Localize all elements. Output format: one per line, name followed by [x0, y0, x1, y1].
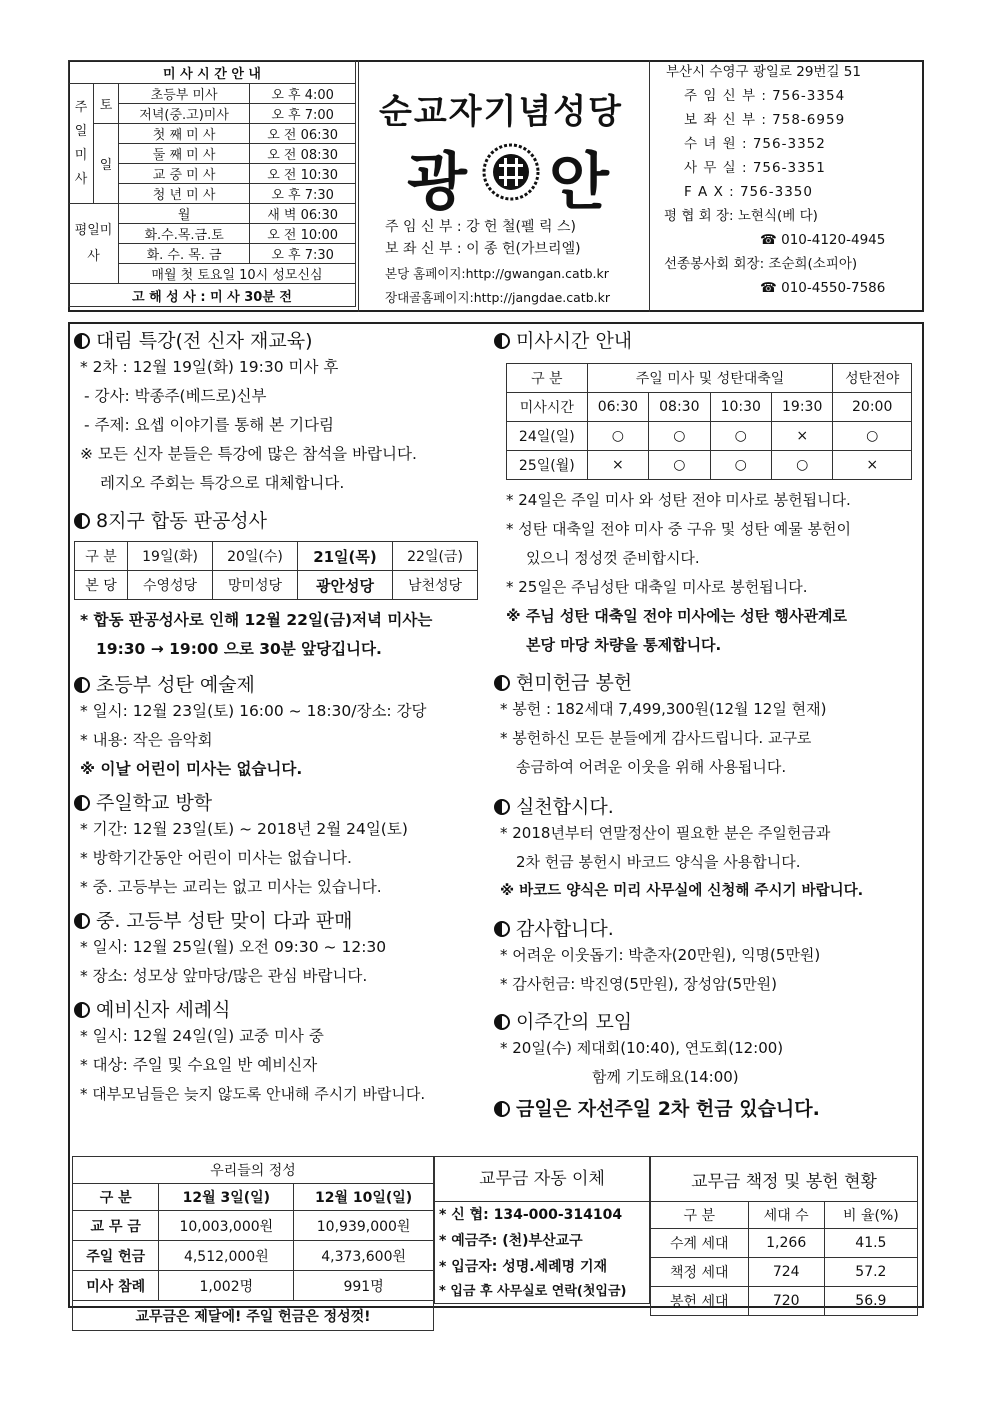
address: 부산시 수영구 광일로 29번길 51 [666, 64, 861, 80]
table-cell: 광안성당 [297, 571, 392, 600]
council-president: 평 협 회 장: 노현식(베 다) [664, 208, 818, 224]
table-cell: 10,939,000원 [294, 1211, 434, 1241]
schedule-row-time: 오 전 06:30 [250, 124, 356, 144]
table-cell: 주일 헌금 [73, 1241, 159, 1271]
half-circle-bullet-icon [74, 677, 90, 693]
schedule-row-time: 새 벽 06:30 [250, 204, 356, 224]
festival-line: * 일시: 12월 23일(토) 16:00 ~ 18:30/장소: 강당 [80, 702, 427, 720]
lecture-line: ※ 모든 신자 분들은 특강에 많은 참석을 바랍니다. [80, 445, 417, 463]
section-title-collection: 금일은 자선주일 2차 헌금 있습니다. [494, 1094, 918, 1121]
table-cell: × [587, 451, 648, 480]
schedule-row-name: 초등부 미사 [119, 84, 250, 104]
contact-info [650, 60, 924, 300]
transfer-line: * 신 협: 134-000-314104 [439, 1207, 623, 1223]
half-circle-bullet-icon [494, 1014, 510, 1030]
auto-transfer-title: 교무금 자동 이체 [435, 1157, 649, 1202]
table-cell: 24일(일) [507, 422, 588, 451]
table-cell: 미사시간 [507, 393, 588, 422]
table-cell: ○ [710, 422, 771, 451]
rice-line: 송금하여 어려운 이웃을 위해 사용됩니다. [516, 758, 787, 776]
section-title-rice-offering: 현미헌금 봉헌 [494, 668, 918, 695]
table-cell: ○ [833, 422, 912, 451]
section-title-confession: 8지구 합동 판공성사 [74, 506, 484, 533]
section-title-baptism: 예비신자 세례식 [74, 995, 484, 1022]
volunteer-phone: ☎ 010-4550-7586 [760, 280, 886, 296]
baptism-line: * 대부모님들은 늦지 않도록 안내해 주시기 바랍니다. [80, 1085, 426, 1103]
table-cell: ○ [649, 422, 710, 451]
table-cell: 10:30 [710, 393, 771, 422]
right-column [494, 326, 918, 1121]
saturday-label: 토 [94, 84, 119, 124]
section-title-christmas-mass: 미사시간 안내 [494, 326, 918, 353]
pastor-line: 주 임 신 부 : 강 헌 철(펠 릭 스) [385, 219, 576, 235]
transfer-line: * 입금 후 사무실로 연락(첫입금) [439, 1284, 627, 1299]
auto-transfer-box [434, 1156, 650, 1304]
offering-footer: 교무금은 제달에! 주일 헌금은 정성껏! [73, 1301, 434, 1331]
meetings-line: * 20일(수) 제대회(10:40), 연도회(12:00) [500, 1039, 784, 1057]
table-cell: 20일(수) [213, 542, 298, 571]
christmas-mass-table [506, 363, 912, 480]
phone-assistant: 보 좌 신 부 : 758-6959 [684, 112, 846, 128]
table-cell: 남천성당 [393, 571, 478, 600]
table-cell: ○ [587, 422, 648, 451]
schedule-row-name: 청 년 미 사 [119, 184, 250, 204]
table-cell: 구 분 [651, 1202, 749, 1229]
transfer-line: * 입금자: 성명.세례명 기재 [439, 1259, 608, 1275]
table-cell: 06:30 [587, 393, 648, 422]
section-title-sale: 중. 고등부 성탄 맞이 다과 판매 [74, 906, 484, 933]
phone-pastor: 주 임 신 부 : 756-3354 [684, 88, 846, 104]
meetings-line: 함께 기도해요(14:00) [592, 1068, 739, 1086]
schedule-title: 미 사 시 간 안 내 [69, 61, 356, 84]
half-circle-bullet-icon [74, 513, 90, 529]
offering-title: 우리들의 정성 [73, 1157, 434, 1184]
table-cell: 22일(금) [393, 542, 478, 571]
confession-note: * 합동 판공성사로 인해 12월 22일(금)저녁 미사는 [80, 611, 433, 629]
church-name-right: 안 [549, 145, 609, 218]
schedule-row-time: 오 후 7:30 [250, 244, 356, 264]
practice-line: * 2018년부터 연말정산이 필요한 분은 주일헌금과 [500, 824, 831, 842]
confession-note: 고 해 성 사 : 미 사 30분 전 [69, 284, 356, 307]
christmas-line: 있으니 정성껏 준비합시다. [526, 549, 700, 567]
tithe-title: 교무금 책정 및 봉헌 현황 [651, 1157, 918, 1202]
vacation-line: * 기간: 12월 23일(토) ~ 2018년 2월 24일(토) [80, 820, 408, 838]
table-cell: 991명 [294, 1271, 434, 1301]
section-title-vacation: 주일학교 방학 [74, 788, 484, 815]
section-title-meetings: 이주간의 모임 [494, 1007, 918, 1034]
table-cell: 구 분 [73, 1184, 159, 1211]
christmas-line: * 성탄 대축일 전야 미사 중 구유 및 성탄 예물 봉헌이 [506, 520, 851, 538]
table-cell: 주일 미사 및 성탄대축일 [587, 364, 833, 393]
section-title-thanks: 감사합니다. [494, 914, 918, 941]
schedule-row-time: 오 전 08:30 [250, 144, 356, 164]
confession-note: 19:30 → 19:00 으로 30분 앞당깁니다. [96, 640, 382, 658]
half-circle-bullet-icon [494, 921, 510, 937]
table-cell: 성탄전야 [833, 364, 912, 393]
council-phone: ☎ 010-4120-4945 [760, 232, 886, 248]
confession-schedule-table [74, 541, 478, 600]
table-cell: 교 무 금 [73, 1211, 159, 1241]
table-cell: 12월 3일(일) [159, 1184, 294, 1211]
lecture-line: 레지오 주회는 특강으로 대체합니다. [100, 474, 345, 492]
homepage2-link[interactable]: 장대골홈페이지:http://jangdae.catb.kr [385, 290, 610, 305]
offering-table [72, 1156, 434, 1331]
table-cell: ○ [771, 451, 832, 480]
sale-line: * 일시: 12월 25일(월) 오전 09:30 ~ 12:30 [80, 938, 387, 956]
thanks-line: * 어려운 이웃돕기: 박춘자(20만원), 익명(5만원) [500, 946, 821, 964]
festival-line: * 내용: 작은 음악회 [80, 731, 213, 749]
table-cell: 미사 참례 [73, 1271, 159, 1301]
table-cell: 12월 10일(일) [294, 1184, 434, 1211]
half-circle-bullet-icon [74, 1002, 90, 1018]
christmas-line: ※ 주님 성탄 대축일 전야 미사에는 성탄 행사관계로 [506, 607, 847, 625]
table-cell: 57.2 [824, 1258, 917, 1287]
half-circle-bullet-icon [494, 675, 510, 691]
church-name-left: 광 [407, 145, 467, 218]
table-cell: 10,003,000원 [159, 1211, 294, 1241]
table-cell: 19일(화) [128, 542, 213, 571]
section-title-lecture: 대림 특강(전 신자 재교육) [74, 326, 484, 353]
table-cell: ○ [649, 451, 710, 480]
half-circle-bullet-icon [494, 799, 510, 815]
practice-line: ※ 바코드 양식은 미리 사무실에 신청해 주시기 바랍니다. [500, 883, 864, 899]
table-cell: × [833, 451, 912, 480]
baptism-line: * 대상: 주일 및 수요일 반 예비신자 [80, 1056, 318, 1074]
christmas-line: * 24일은 주일 미사 와 성탄 전야 미사로 봉헌됩니다. [506, 491, 851, 509]
assistant-line: 보 좌 신 부 : 이 종 헌(가브리엘) [385, 241, 581, 257]
half-circle-bullet-icon [494, 333, 510, 349]
lecture-line: - 강사: 박종주(베드로)신부 [84, 387, 267, 405]
schedule-row-name: 화. 수. 목. 금 [119, 244, 250, 264]
lecture-line: * 2차 : 12월 19일(화) 19:30 미사 후 [80, 358, 339, 376]
church-subtitle: 순교자기념성당 [379, 92, 623, 132]
table-cell: 봉헌 세대 [651, 1287, 749, 1316]
table-cell: 비 율(%) [824, 1202, 917, 1229]
fax: F A X : 756-3350 [684, 184, 813, 200]
table-cell: 724 [748, 1258, 824, 1287]
schedule-row-time: 오 후 7:00 [250, 104, 356, 124]
lecture-line: - 주제: 요셉 이야기를 통해 본 기다림 [84, 416, 335, 434]
rice-line: * 봉헌 : 182세대 7,499,300원(12월 12일 현재) [500, 700, 827, 718]
table-cell: 21일(목) [297, 542, 392, 571]
table-cell: ○ [710, 451, 771, 480]
table-cell: 책정 세대 [651, 1258, 749, 1287]
rice-line: * 봉헌하신 모든 분들에게 감사드립니다. 교구로 [500, 729, 812, 747]
table-cell: 20:00 [833, 393, 912, 422]
phone-convent: 수 녀 원 : 756-3352 [684, 136, 826, 152]
table-cell: 56.9 [824, 1287, 917, 1316]
weekday-mass-label: 평일미사 [69, 204, 119, 284]
table-cell: 4,512,000원 [159, 1241, 294, 1271]
mass-schedule-table [68, 60, 356, 307]
schedule-row-time: 오 후 4:00 [250, 84, 356, 104]
schedule-row-name: 월 [119, 204, 250, 224]
practice-line: 2차 헌금 봉헌시 바코드 양식을 사용합니다. [516, 853, 801, 871]
table-cell: 08:30 [649, 393, 710, 422]
table-cell: 41.5 [824, 1229, 917, 1258]
sunday-label: 일 [94, 124, 119, 204]
schedule-row-name: 저녁(중.고)미사 [119, 104, 250, 124]
vacation-line: * 방학기간동안 어린이 미사는 없습니다. [80, 849, 352, 867]
sale-line: * 장소: 성모상 앞마당/많은 관심 바랍니다. [80, 967, 368, 985]
half-circle-bullet-icon [494, 1101, 510, 1117]
volunteer-president: 선종봉사회 회장: 조순희(소피아) [664, 256, 858, 272]
table-cell: 720 [748, 1287, 824, 1316]
tithe-status-table [650, 1156, 918, 1316]
monthly-note: 매월 첫 토요일 10시 성모신심 [119, 264, 356, 284]
half-circle-bullet-icon [74, 913, 90, 929]
left-column [74, 326, 484, 1109]
festival-line: ※ 이날 어린이 미사는 없습니다. [80, 760, 303, 778]
schedule-row-time: 오 후 7:30 [250, 184, 356, 204]
christmas-line: * 25일은 주님성탄 대축일 미사로 봉헌됩니다. [506, 578, 808, 596]
half-circle-bullet-icon [74, 333, 90, 349]
table-cell: 구 분 [75, 542, 128, 571]
table-cell: 25일(월) [507, 451, 588, 480]
half-circle-bullet-icon [74, 795, 90, 811]
transfer-line: * 예금주: (천)부산교구 [439, 1233, 583, 1249]
table-cell: 19:30 [771, 393, 832, 422]
table-cell: 세대 수 [748, 1202, 824, 1229]
section-title-practice: 실천합시다. [494, 792, 918, 819]
homepage-link[interactable]: 본당 홈페이지:http://gwangan.catb.kr [385, 266, 609, 281]
baptism-line: * 일시: 12월 24일(일) 교중 미사 중 [80, 1027, 324, 1045]
table-cell: 1,002명 [159, 1271, 294, 1301]
table-cell: 수계 세대 [651, 1229, 749, 1258]
phone-office: 사 무 실 : 756-3351 [684, 160, 826, 176]
thanks-line: * 감사헌금: 박진영(5만원), 장성암(5만원) [500, 975, 777, 993]
schedule-row-time: 오 전 10:00 [250, 224, 356, 244]
schedule-row-name: 화.수.목.금.토 [119, 224, 250, 244]
table-cell: 망미성당 [213, 571, 298, 600]
table-cell: × [771, 422, 832, 451]
parish-logo-icon [481, 142, 541, 202]
section-title-festival: 초등부 성탄 예술제 [74, 670, 484, 697]
table-cell: 수영성당 [128, 571, 213, 600]
table-cell: 1,266 [748, 1229, 824, 1258]
christmas-line: 본당 마당 차량을 통제합니다. [526, 636, 722, 654]
schedule-row-name: 첫 째 미 사 [119, 124, 250, 144]
schedule-row-time: 오 전 10:30 [250, 164, 356, 184]
vacation-line: * 중. 고등부는 교리는 없고 미사는 있습니다. [80, 878, 382, 896]
sunday-mass-label: 주일미사 [69, 84, 94, 204]
table-cell: 구 분 [507, 364, 588, 393]
church-title-box [358, 60, 650, 312]
schedule-row-name: 교 중 미 사 [119, 164, 250, 184]
schedule-row-name: 둘 째 미 사 [119, 144, 250, 164]
table-cell: 본 당 [75, 571, 128, 600]
table-cell: 4,373,600원 [294, 1241, 434, 1271]
